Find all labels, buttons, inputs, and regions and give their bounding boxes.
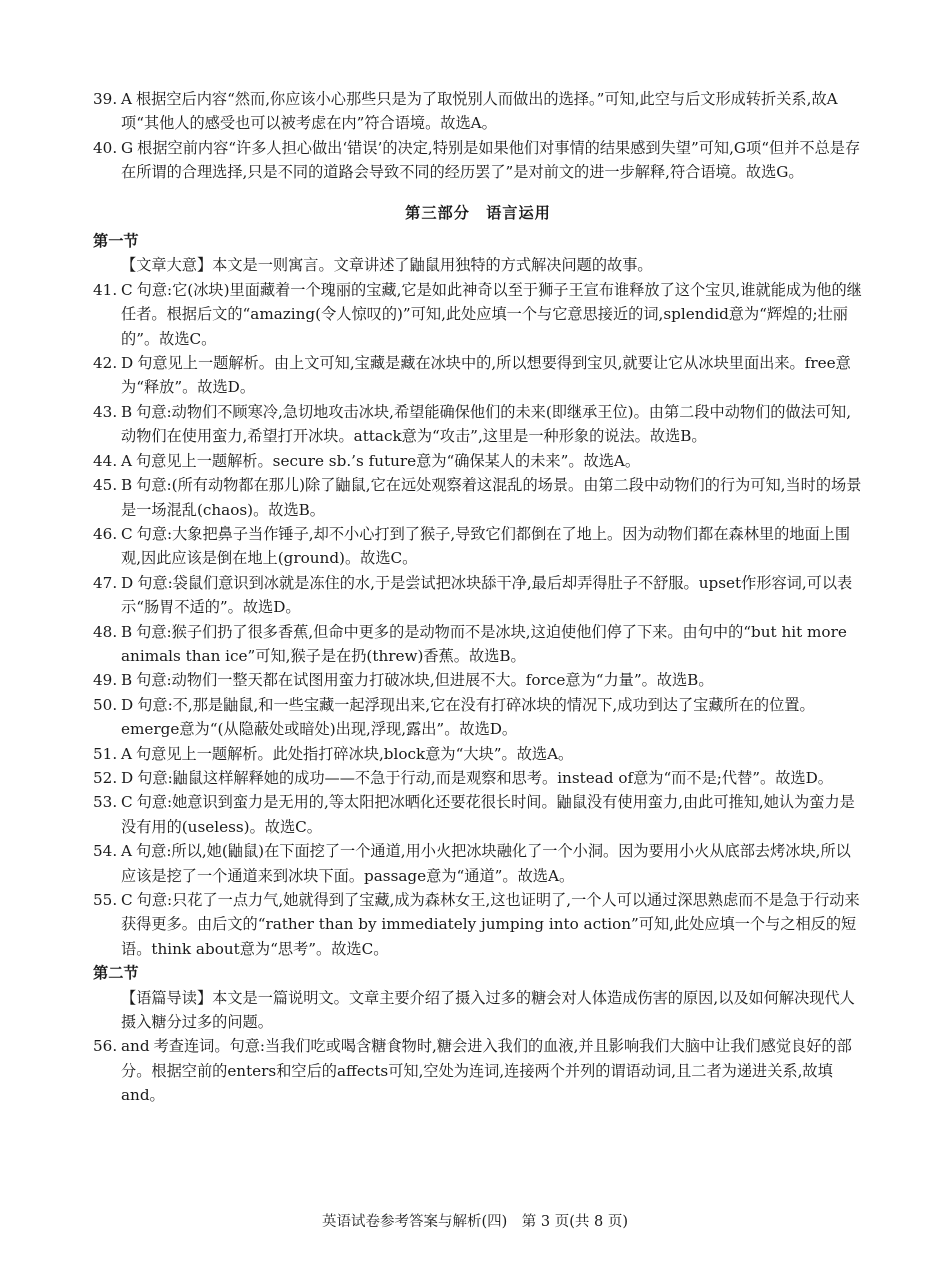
- question-number: 55.: [93, 891, 118, 909]
- question-number: 44.: [93, 451, 118, 470]
- section-1-summary: [93, 253, 863, 277]
- answer-key: A: [121, 90, 132, 108]
- answer-key: and: [121, 1037, 150, 1056]
- question-number: 39.: [93, 90, 118, 108]
- question-number: 47.: [93, 573, 118, 592]
- answer-key: D: [121, 354, 134, 373]
- answer-item: [93, 473, 863, 522]
- page-content: [93, 87, 863, 1108]
- answer-key: B: [121, 622, 133, 641]
- answer-item: [93, 136, 863, 185]
- question-number: 53.: [93, 793, 118, 812]
- answer-key: G: [121, 138, 134, 157]
- explanation-text: 根据空前内容“许多人担心做出‘错误’的决定,特别是如果他们对事情的结果感到失望”可知,G项“但并不总是存在所谓的合理选择,只是不同的道路会导致不同的经历罢了”是对前文的进一步解释,符合语境。故选G。: [121, 138, 861, 182]
- explanation-text: 句意:鼬鼠这样解释她的成功——不急于行动,而是观察和思考。instead of意为“而不是;代替”。故选D。: [137, 768, 833, 787]
- explanation-text: 句意:大象把鼻子当作锤子,却不小心打到了猴子,导致它们都倒在了地上。因为动物们都在森林里的地面上围观,因此应该是倒在地上(ground)。故选C。: [121, 524, 851, 568]
- explanation-text: 句意:不,那是鼬鼠,和一些宝藏一起浮现出来,它在没有打碎冰块的情况下,成功到达了宝藏所在的位置。emerge意为“(从隐蔽处或暗处)出现,浮现,露出”。故选D。: [121, 695, 815, 739]
- question-number: 45.: [93, 476, 118, 495]
- explanation-text: 句意:她意识到蛮力是无用的,等太阳把冰晒化还要花很长时间。鼬鼠没有使用蛮力,由此可推知,她认为蛮力是没有用的(useless)。故选C。: [121, 793, 855, 836]
- answer-list-section-2: [93, 1034, 863, 1107]
- explanation-text: 句意:只花了一点力气,她就得到了宝藏,成为森林女王,这也证明了,一个人可以通过深思熟虑而不是急于行动来获得更多。由后文的“rather than by immediately jumping into action”可知,此处应填一个与之相反的短语。think about意为“思考”。故选C。: [121, 891, 860, 958]
- question-number: 49.: [93, 671, 118, 690]
- answer-list-section-1: [93, 278, 863, 961]
- answer-item: [93, 351, 863, 400]
- question-number: 40.: [93, 138, 118, 157]
- answer-key: C: [121, 793, 133, 812]
- answer-item: [93, 668, 863, 692]
- question-number: 46.: [93, 524, 118, 543]
- section-1-heading: 第一节: [93, 232, 139, 251]
- summary-text: 本文是一则寓言。文章讲述了鼬鼠用独特的方式解决问题的故事。: [212, 256, 653, 275]
- answer-item: [93, 278, 863, 351]
- answer-item: [93, 1034, 863, 1107]
- question-number: 56.: [93, 1037, 118, 1056]
- answer-key: B: [121, 476, 133, 495]
- explanation-text: 考查连词。句意:当我们吃或喝含糖食物时,糖会进入我们的血液,并且影响我们大脑中让我们感觉良好的部分。根据空前的enters和空后的affects可知,空处为连词,连接两个并列的谓语动词,且二者为递进关系,故填and。: [121, 1037, 852, 1105]
- answer-key: B: [121, 671, 133, 690]
- question-number: 48.: [93, 622, 118, 641]
- answer-item: [93, 888, 863, 961]
- section-2-summary: [93, 986, 863, 1035]
- part-title: 第三部分 语言运用: [405, 203, 551, 222]
- summary-text: 本文是一篇说明文。文章主要介绍了摄入过多的糖会对人体造成伤害的原因,以及如何解决现代人摄入糖分过多的问题。: [121, 988, 855, 1032]
- answer-item: [93, 790, 863, 839]
- question-number: 50.: [93, 695, 118, 714]
- answer-key: A: [121, 842, 132, 861]
- answer-item: [93, 522, 863, 571]
- answer-item: [93, 620, 863, 669]
- answer-item: [93, 400, 863, 449]
- section-2-heading: 第二节: [93, 964, 139, 983]
- explanation-text: 句意:袋鼠们意识到冰就是冻住的水,于是尝试把冰块舔干净,最后却弄得肚子不舒服。upset作形容词,可以表示“肠胃不适的”。故选D。: [121, 573, 853, 617]
- answer-key: D: [121, 573, 134, 592]
- question-number: 54.: [93, 842, 118, 861]
- answer-key: C: [121, 280, 133, 299]
- explanation-text: 句意:它(冰块)里面藏着一个瑰丽的宝藏,它是如此神奇以至于狮子王宣布谁释放了这个宝贝,谁就能成为他的继任者。根据后文的“amazing(令人惊叹的)”可知,此处应填一个与它意思接近的词,splendid意为“辉煌的;壮丽的”。故选C。: [121, 280, 862, 348]
- answer-key: C: [121, 891, 133, 909]
- answer-key: B: [121, 402, 133, 421]
- answer-key: A: [121, 744, 132, 763]
- question-number: 42.: [93, 354, 118, 373]
- answer-list-top: [93, 87, 863, 185]
- explanation-text: 句意:所以,她(鼬鼠)在下面挖了一个通道,用小火把冰块融化了一个小洞。因为要用小火从底部去烤冰块,所以应该是挖了一个通道来到冰块下面。passage意为“通道”。故选A。: [121, 842, 851, 885]
- answer-item: [93, 87, 863, 136]
- answer-item: [93, 766, 863, 790]
- explanation-text: 句意见上一题解析。由上文可知,宝藏是藏在冰块中的,所以想要得到宝贝,就要让它从冰块里面出来。free意为“释放”。故选D。: [121, 354, 851, 397]
- question-number: 52.: [93, 768, 118, 787]
- explanation-text: 句意:动物们一整天都在试图用蛮力打破冰块,但进展不大。force意为“力量”。故选B。: [136, 671, 714, 690]
- answer-key: D: [121, 768, 134, 787]
- explanation-text: 句意:猴子们扔了很多香蕉,但命中更多的是动物而不是冰块,这迫使他们停了下来。由句中的“but hit more animals than ice”可知,猴子是在扔(threw)香蕉。故选B。: [121, 622, 847, 665]
- answer-item: [93, 693, 863, 742]
- question-number: 41.: [93, 280, 118, 299]
- question-number: 51.: [93, 744, 118, 763]
- explanation-text: 句意见上一题解析。此处指打碎冰块,block意为“大块”。故选A。: [135, 744, 574, 763]
- answer-item: [93, 571, 863, 620]
- explanation-text: 句意:(所有动物都在那儿)除了鼬鼠,它在远处观察着这混乱的场景。由第二段中动物们的行为可知,当时的场景是一场混乱(chaos)。故选B。: [121, 476, 862, 519]
- explanation-text: 句意见上一题解析。secure sb.’s future意为“确保某人的未来”。故选A。: [135, 451, 641, 470]
- answer-key: D: [121, 695, 134, 714]
- answer-key: C: [121, 524, 133, 543]
- explanation-text: 句意:动物们不顾寒冷,急切地攻击冰块,希望能确保他们的未来(即继承王位)。由第二段中动物们的做法可知,动物们在使用蛮力,希望打开冰块。attack意为“攻击”,这里是一种形象的说法。故选B。: [121, 402, 852, 446]
- page-footer: 英语试卷参考答案与解析(四) 第 3 页(共 8 页): [321, 1214, 628, 1230]
- summary-tag: 【文章大意】: [121, 256, 213, 275]
- explanation-text: 根据空后内容“然而,你应该小心那些只是为了取悦别人而做出的选择。”可知,此空与后文形成转折关系,故A项“其他人的感受也可以被考虑在内”符合语境。故选A。: [121, 90, 838, 133]
- answer-item: [93, 449, 863, 473]
- answer-key: A: [121, 451, 132, 470]
- answer-item: [93, 839, 863, 888]
- question-number: 43.: [93, 402, 118, 421]
- answer-item: [93, 742, 863, 766]
- summary-tag: 【语篇导读】: [121, 988, 213, 1007]
